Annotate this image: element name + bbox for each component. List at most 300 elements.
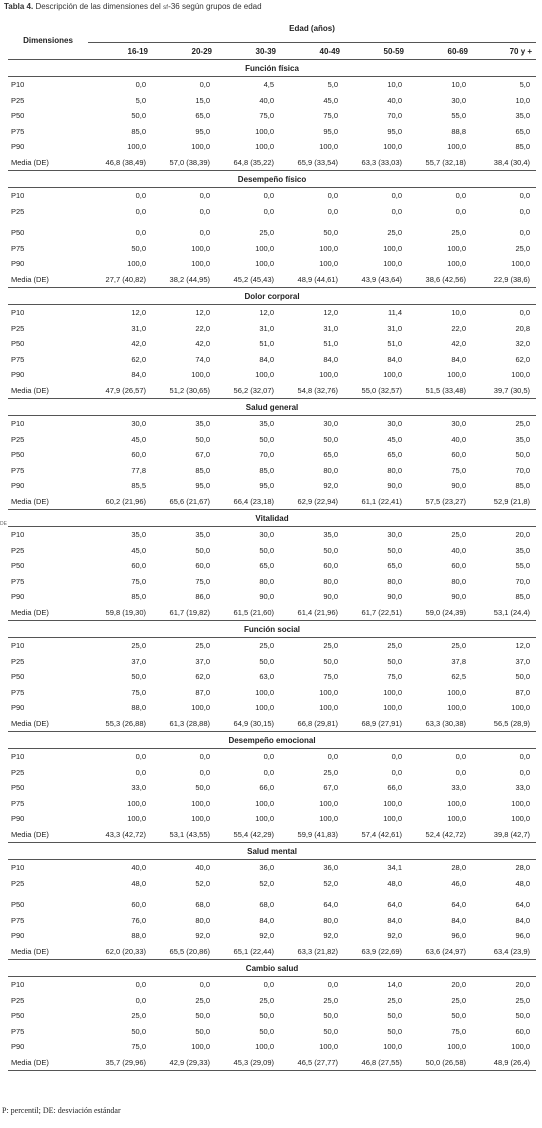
- value-cell: 63,3 (33,03): [344, 155, 408, 171]
- value-cell: 85,0: [515, 592, 531, 602]
- value-cell: 95,0: [387, 126, 402, 136]
- value-cell: 85,5: [131, 481, 146, 491]
- value-cell: 30,0: [451, 419, 466, 429]
- value-cell: 46,5 (27,77): [280, 1055, 344, 1071]
- table-caption-pre: Descripción de las dimensiones del: [35, 2, 161, 11]
- row-label: P50: [11, 450, 25, 460]
- value-cell: 61,3 (28,88): [152, 716, 216, 732]
- value-cell: 75,0: [387, 672, 402, 682]
- value-cell: 50,0: [387, 656, 402, 666]
- value-cell: 56,5 (28,9): [472, 716, 536, 732]
- value-cell: 0,0: [199, 752, 210, 762]
- value-cell: 63,0: [259, 672, 274, 682]
- row-label: P25: [11, 767, 25, 777]
- value-cell: 0,0: [455, 191, 466, 201]
- value-cell: 75,0: [259, 111, 274, 121]
- row-label: P50: [11, 339, 25, 349]
- value-cell: 50,0: [387, 545, 402, 555]
- section-header-row: [8, 288, 536, 305]
- value-cell: 0,0: [519, 767, 531, 777]
- value-cell: 50,0: [131, 111, 146, 121]
- table-row: [8, 108, 536, 124]
- row-label: Media (DE): [8, 1055, 88, 1071]
- value-cell: 43,9 (43,64): [344, 272, 408, 288]
- value-cell: 80,0: [195, 915, 210, 925]
- value-cell: 65,6 (21,67): [152, 494, 216, 510]
- value-cell: 0,0: [391, 752, 402, 762]
- value-cell: 63,3 (21,82): [280, 944, 344, 960]
- value-cell: 68,0: [259, 900, 274, 910]
- value-cell: 42,0: [195, 339, 210, 349]
- value-cell: 50,0: [515, 672, 531, 682]
- value-cell: 0,0: [199, 980, 210, 990]
- value-cell: 56,2 (32,07): [216, 383, 280, 399]
- value-cell: 59,9 (41,83): [280, 827, 344, 843]
- value-cell: 100,0: [383, 1042, 402, 1052]
- value-cell: 61,5 (21,60): [216, 605, 280, 621]
- value-cell: 100,0: [255, 142, 274, 152]
- value-cell: 0,0: [263, 980, 274, 990]
- value-cell: 46,0: [451, 878, 466, 888]
- value-cell: 25,0: [451, 530, 466, 540]
- value-cell: 87,0: [515, 687, 531, 697]
- value-cell: 38,2 (44,95): [152, 272, 216, 288]
- table-row: [8, 928, 536, 944]
- value-cell: 5,0: [327, 80, 338, 90]
- value-cell: 40,0: [451, 434, 466, 444]
- value-cell: 25,0: [387, 641, 402, 651]
- value-cell: 100,0: [255, 259, 274, 269]
- value-cell: 63,3 (30,38): [408, 716, 472, 732]
- value-cell: 33,0: [515, 783, 531, 793]
- value-cell: 0,0: [327, 752, 338, 762]
- value-cell: 75,0: [451, 1026, 466, 1036]
- value-cell: 64,0: [323, 900, 338, 910]
- value-cell: 50,0: [259, 1011, 274, 1021]
- value-cell: 51,5 (33,48): [408, 383, 472, 399]
- value-cell: 30,0: [451, 95, 466, 105]
- value-cell: 45,0: [323, 95, 338, 105]
- row-label: P25: [11, 323, 25, 333]
- value-cell: 50,0: [387, 1011, 402, 1021]
- value-cell: 55,0: [451, 111, 466, 121]
- value-cell: 50,0: [195, 1026, 210, 1036]
- age-groups-row: [8, 43, 536, 60]
- value-cell: 100,0: [511, 1042, 531, 1052]
- value-cell: 50,0: [323, 656, 338, 666]
- value-cell: 70,0: [387, 111, 402, 121]
- value-cell: 25,0: [259, 228, 274, 238]
- value-cell: 35,0: [515, 434, 531, 444]
- value-cell: 100,0: [255, 798, 274, 808]
- value-cell: 32,0: [515, 339, 531, 349]
- value-cell: 25,0: [323, 767, 338, 777]
- value-cell: 50,0: [195, 1011, 210, 1021]
- value-cell: 100,0: [255, 243, 274, 253]
- value-cell: 100,0: [255, 814, 274, 824]
- value-cell: 63,9 (22,69): [344, 944, 408, 960]
- value-cell: 92,0: [195, 931, 210, 941]
- table-row: [8, 463, 536, 479]
- row-label: Media (DE): [8, 155, 88, 171]
- value-cell: 0,0: [135, 80, 146, 90]
- value-cell: 42,0: [451, 339, 466, 349]
- age-header: Edad (años): [88, 22, 536, 43]
- value-cell: 0,0: [519, 228, 531, 238]
- value-cell: 10,0: [515, 95, 531, 105]
- value-cell: 38,4 (30,4): [472, 155, 536, 171]
- age-group-header: 20-29: [152, 43, 216, 60]
- value-cell: 0,0: [391, 206, 402, 216]
- value-cell: 25,0: [387, 995, 402, 1005]
- value-cell: 55,0 (32,57): [344, 383, 408, 399]
- value-cell: 50,0: [131, 1026, 146, 1036]
- value-cell: 0,0: [519, 308, 531, 318]
- value-cell: 57,0 (38,39): [152, 155, 216, 171]
- value-cell: 25,0: [515, 995, 531, 1005]
- value-cell: 96,0: [451, 931, 466, 941]
- row-label: P25: [11, 878, 25, 888]
- value-cell: 92,0: [387, 931, 402, 941]
- value-cell: 0,0: [455, 752, 466, 762]
- value-cell: 39,7 (30,5): [472, 383, 536, 399]
- value-cell: 65,0: [195, 111, 210, 121]
- value-cell: 100,0: [383, 687, 402, 697]
- value-cell: 50,0: [323, 228, 338, 238]
- value-cell: 52,0: [259, 878, 274, 888]
- value-cell: 25,0: [451, 995, 466, 1005]
- value-cell: 0,0: [199, 206, 210, 216]
- value-cell: 92,0: [259, 931, 274, 941]
- table-row: [8, 1024, 536, 1040]
- section-header-row: [8, 60, 536, 77]
- value-cell: 40,0: [195, 863, 210, 873]
- value-cell: 50,0: [515, 450, 531, 460]
- value-cell: 50,0: [323, 434, 338, 444]
- value-cell: 64,8 (35,22): [216, 155, 280, 171]
- value-cell: 75,0: [131, 1042, 146, 1052]
- value-cell: 68,0: [195, 900, 210, 910]
- row-label: P25: [11, 434, 25, 444]
- value-cell: 60,2 (21,96): [88, 494, 152, 510]
- row-label: P25: [11, 206, 25, 216]
- value-cell: 52,9 (21,8): [472, 494, 536, 510]
- value-cell: 75,0: [131, 687, 146, 697]
- row-label: Media (DE): [8, 383, 88, 399]
- value-cell: 95,0: [195, 481, 210, 491]
- value-cell: 100,0: [447, 142, 466, 152]
- row-label: P25: [11, 995, 25, 1005]
- row-label: P90: [11, 142, 25, 152]
- value-cell: 84,0: [259, 354, 274, 364]
- value-cell: 60,0: [451, 561, 466, 571]
- table-row: [8, 188, 536, 204]
- value-cell: 0,0: [327, 206, 338, 216]
- table-row: [8, 241, 536, 257]
- value-cell: 80,0: [259, 576, 274, 586]
- value-cell: 0,0: [519, 206, 531, 216]
- value-cell: 25,0: [387, 228, 402, 238]
- value-cell: 25,0: [195, 995, 210, 1005]
- table-row: [8, 139, 536, 155]
- value-cell: 0,0: [135, 206, 146, 216]
- table-row: [8, 494, 536, 510]
- table-row: [8, 749, 536, 765]
- value-cell: 45,0: [131, 434, 146, 444]
- value-cell: 37,0: [195, 656, 210, 666]
- value-cell: 50,0: [259, 656, 274, 666]
- table-row: [8, 352, 536, 368]
- value-cell: 100,0: [383, 142, 402, 152]
- value-cell: 100,0: [319, 370, 338, 380]
- value-cell: 100,0: [511, 814, 531, 824]
- table-row: [8, 321, 536, 337]
- value-cell: 39,8 (42,7): [472, 827, 536, 843]
- row-label: P10: [11, 191, 25, 201]
- table-row: [8, 589, 536, 605]
- value-cell: 65,9 (33,54): [280, 155, 344, 171]
- section-header-row: [8, 510, 536, 527]
- row-label: P75: [11, 465, 25, 475]
- value-cell: 84,0: [387, 354, 402, 364]
- table-row: [8, 574, 536, 590]
- value-cell: 0,0: [327, 191, 338, 201]
- value-cell: 57,5 (23,27): [408, 494, 472, 510]
- value-cell: 85,0: [515, 481, 531, 491]
- table-row: [8, 993, 536, 1009]
- row-label: P90: [11, 1042, 25, 1052]
- value-cell: 0,0: [199, 767, 210, 777]
- value-cell: 30,0: [323, 419, 338, 429]
- value-cell: 20,8: [515, 323, 531, 333]
- age-group-header: 50-59: [344, 43, 408, 60]
- age-group-header: 16-19: [88, 43, 152, 60]
- row-label: P90: [11, 259, 25, 269]
- row-label: P75: [11, 798, 25, 808]
- value-cell: 37,0: [131, 656, 146, 666]
- value-cell: 52,0: [323, 878, 338, 888]
- value-cell: 65,0: [387, 450, 402, 460]
- value-cell: 100,0: [127, 798, 146, 808]
- table-row: [8, 336, 536, 352]
- value-cell: 50,0: [259, 1026, 274, 1036]
- value-cell: 100,0: [383, 814, 402, 824]
- table-row: [8, 944, 536, 960]
- value-cell: 52,0: [195, 878, 210, 888]
- value-cell: 36,0: [259, 863, 274, 873]
- value-cell: 84,0: [259, 915, 274, 925]
- value-cell: 34,1: [387, 863, 402, 873]
- value-cell: 0,0: [263, 206, 274, 216]
- value-cell: 25,0: [259, 641, 274, 651]
- row-label: P10: [11, 419, 25, 429]
- value-cell: 50,0: [515, 1011, 531, 1021]
- value-cell: 65,0: [515, 126, 531, 136]
- value-cell: 100,0: [319, 243, 338, 253]
- row-label: P50: [11, 561, 25, 571]
- value-cell: 12,0: [515, 641, 531, 651]
- table-row: [8, 669, 536, 685]
- value-cell: 0,0: [327, 980, 338, 990]
- table-caption: [4, 2, 262, 11]
- table-row: [8, 256, 536, 272]
- value-cell: 35,0: [195, 419, 210, 429]
- value-cell: 40,0: [387, 95, 402, 105]
- row-label: P50: [11, 111, 25, 121]
- value-cell: 30,0: [259, 530, 274, 540]
- value-cell: 86,0: [195, 592, 210, 602]
- value-cell: 35,0: [323, 530, 338, 540]
- value-cell: 35,0: [515, 545, 531, 555]
- value-cell: 85,0: [259, 465, 274, 475]
- row-label: P50: [11, 900, 25, 910]
- value-cell: 14,0: [387, 980, 402, 990]
- value-cell: 35,7 (29,96): [88, 1055, 152, 1071]
- value-cell: 45,0: [131, 545, 146, 555]
- value-cell: 100,0: [383, 243, 402, 253]
- table-row: [8, 765, 536, 781]
- value-cell: 100,0: [511, 798, 531, 808]
- value-cell: 40,0: [131, 863, 146, 873]
- value-cell: 45,0: [387, 434, 402, 444]
- value-cell: 88,0: [131, 931, 146, 941]
- value-cell: 64,9 (30,15): [216, 716, 280, 732]
- value-cell: 100,0: [319, 1042, 338, 1052]
- table-row: [8, 93, 536, 109]
- row-label: P90: [11, 481, 25, 491]
- value-cell: 25,0: [515, 419, 531, 429]
- value-cell: 57,4 (42,61): [344, 827, 408, 843]
- value-cell: 65,0: [259, 561, 274, 571]
- value-cell: 5,0: [135, 95, 146, 105]
- value-cell: 0,0: [135, 191, 146, 201]
- value-cell: 50,0 (26,58): [408, 1055, 472, 1071]
- value-cell: 37,8: [451, 656, 466, 666]
- value-cell: 66,0: [387, 783, 402, 793]
- value-cell: 70,0: [259, 450, 274, 460]
- row-label: P90: [11, 592, 25, 602]
- value-cell: 90,0: [387, 481, 402, 491]
- row-label: Media (DE): [8, 605, 88, 621]
- row-label: P75: [11, 243, 25, 253]
- row-label: Media (DE): [8, 494, 88, 510]
- value-cell: 22,0: [451, 323, 466, 333]
- row-label: P25: [11, 545, 25, 555]
- table-row: [8, 977, 536, 993]
- value-cell: 61,4 (21,96): [280, 605, 344, 621]
- section-header-row: [8, 843, 536, 860]
- value-cell: 90,0: [259, 592, 274, 602]
- value-cell: 90,0: [451, 481, 466, 491]
- value-cell: 25,0: [515, 243, 531, 253]
- value-cell: 100,0: [127, 259, 146, 269]
- value-cell: 90,0: [387, 592, 402, 602]
- value-cell: 100,0: [191, 259, 210, 269]
- value-cell: 46,8 (38,49): [88, 155, 152, 171]
- value-cell: 52,4 (42,72): [408, 827, 472, 843]
- value-cell: 0,0: [455, 206, 466, 216]
- table-row: [8, 558, 536, 574]
- value-cell: 100,0: [511, 703, 531, 713]
- value-cell: 100,0: [447, 243, 466, 253]
- value-cell: 25,0: [195, 641, 210, 651]
- table-row: [8, 860, 536, 876]
- row-label: P25: [11, 95, 25, 105]
- value-cell: 50,0: [323, 1026, 338, 1036]
- value-cell: 0,0: [199, 80, 210, 90]
- table-row: [8, 1008, 536, 1024]
- value-cell: 100,0: [191, 814, 210, 824]
- row-label: P90: [11, 370, 25, 380]
- row-label: P50: [11, 228, 25, 238]
- value-cell: 0,0: [135, 752, 146, 762]
- value-cell: 100,0: [191, 142, 210, 152]
- section-title: Cambio salud: [8, 960, 536, 977]
- table-row: [8, 432, 536, 448]
- value-cell: 0,0: [135, 980, 146, 990]
- value-cell: 31,0: [323, 323, 338, 333]
- value-cell: 70,0: [515, 465, 531, 475]
- value-cell: 66,4 (23,18): [216, 494, 280, 510]
- section-title: Vitalidad: [8, 510, 536, 527]
- value-cell: 20,0: [515, 530, 531, 540]
- value-cell: 100,0: [191, 798, 210, 808]
- value-cell: 87,0: [195, 687, 210, 697]
- value-cell: 12,0: [131, 308, 146, 318]
- value-cell: 40,0: [259, 95, 274, 105]
- value-cell: 59,0 (24,39): [408, 605, 472, 621]
- table-row: [8, 780, 536, 796]
- value-cell: 10,0: [451, 308, 466, 318]
- row-label: P75: [11, 915, 25, 925]
- value-cell: 84,0: [387, 915, 402, 925]
- value-cell: 47,9 (26,57): [88, 383, 152, 399]
- value-cell: 0,0: [135, 995, 146, 1005]
- value-cell: 77,8: [131, 465, 146, 475]
- value-cell: 84,0: [131, 370, 146, 380]
- value-cell: 100,0: [447, 814, 466, 824]
- row-label: P10: [11, 80, 25, 90]
- value-cell: 25,0: [131, 1011, 146, 1021]
- value-cell: 65,5 (20,86): [152, 944, 216, 960]
- table-caption-post: -36 según grupos de edad: [168, 2, 262, 11]
- value-cell: 12,0: [259, 308, 274, 318]
- value-cell: 0,0: [199, 191, 210, 201]
- value-cell: 100,0: [191, 370, 210, 380]
- section-header-row: [8, 171, 536, 188]
- value-cell: 100,0: [255, 1042, 274, 1052]
- row-label: Media (DE): [8, 716, 88, 732]
- value-cell: 60,0: [323, 561, 338, 571]
- table-row: [8, 225, 536, 241]
- value-cell: 30,0: [387, 530, 402, 540]
- value-cell: 84,0: [451, 354, 466, 364]
- section-header-row: [8, 960, 536, 977]
- value-cell: 42,9 (29,33): [152, 1055, 216, 1071]
- value-cell: 95,0: [323, 126, 338, 136]
- table-row: [8, 638, 536, 654]
- value-cell: 90,0: [323, 592, 338, 602]
- value-cell: 12,0: [195, 308, 210, 318]
- value-cell: 96,0: [515, 931, 531, 941]
- value-cell: 0,0: [519, 191, 531, 201]
- value-cell: 0,0: [391, 767, 402, 777]
- value-cell: 80,0: [387, 576, 402, 586]
- age-group-header: 30-39: [216, 43, 280, 60]
- section-title: Salud mental: [8, 843, 536, 860]
- value-cell: 85,0: [195, 465, 210, 475]
- value-cell: 35,0: [195, 530, 210, 540]
